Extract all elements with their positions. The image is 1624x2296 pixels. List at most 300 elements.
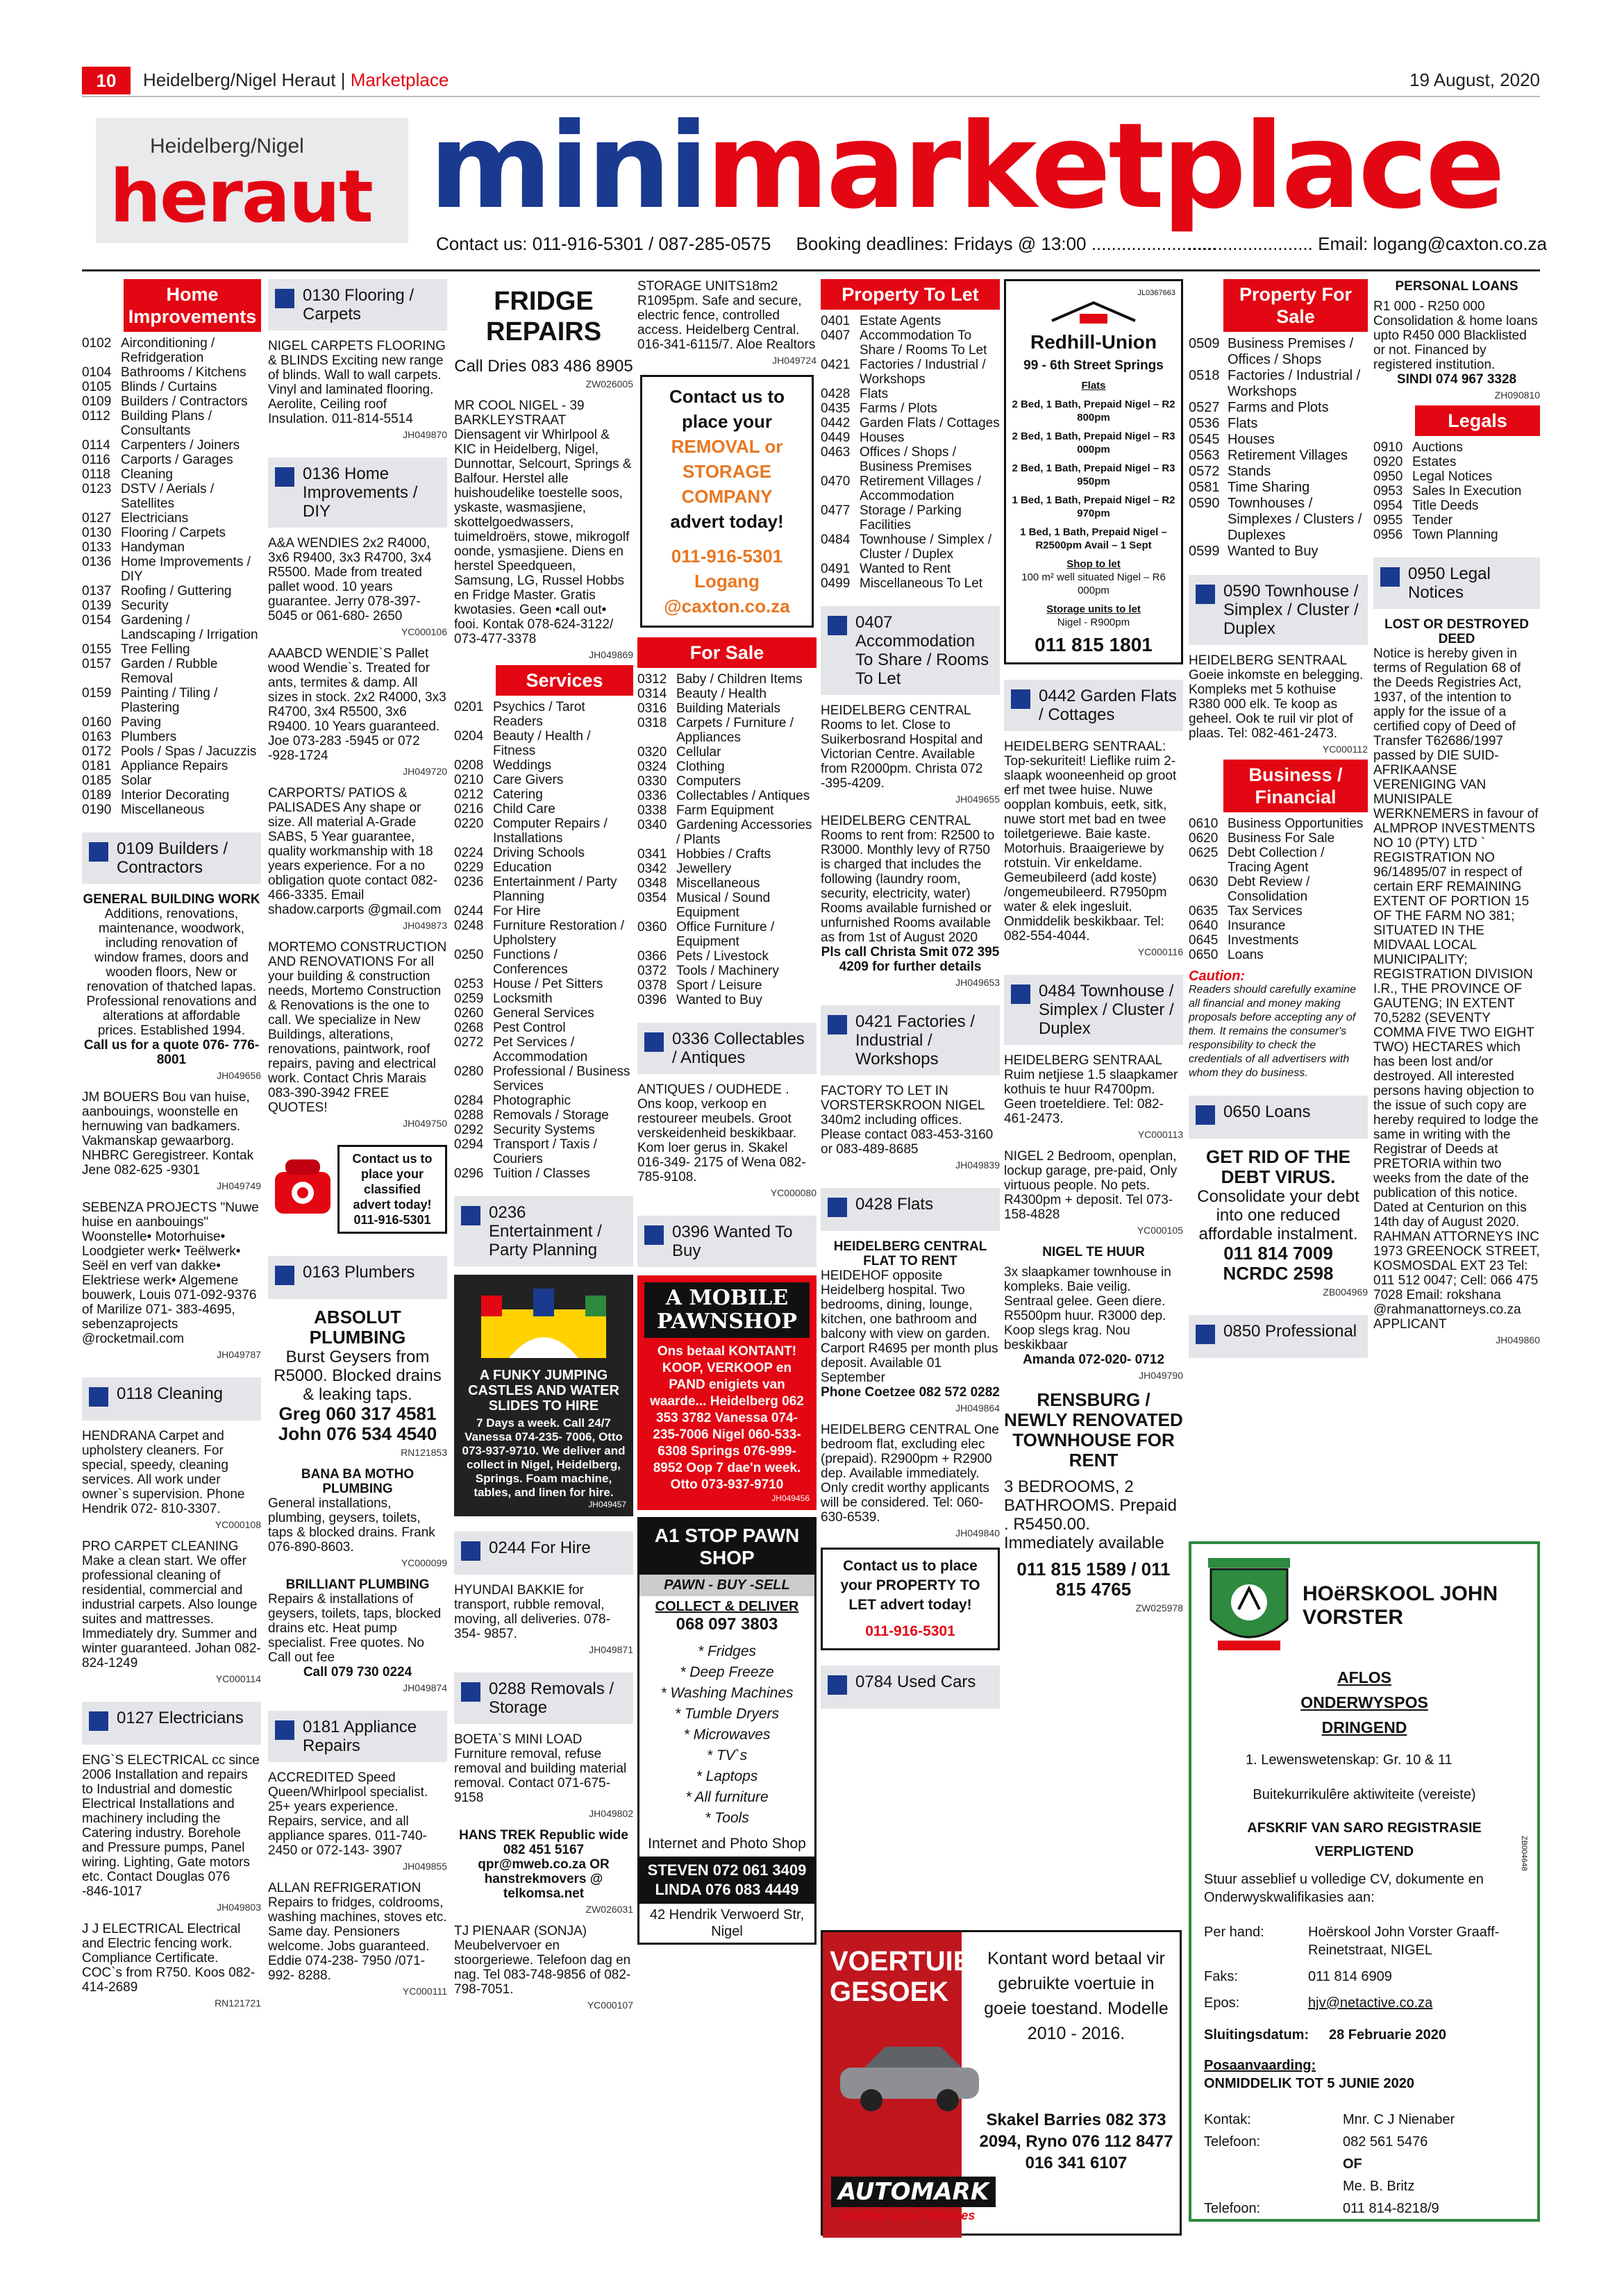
category-code: 0224 — [454, 846, 484, 860]
category-code: 0625 — [1189, 846, 1219, 860]
ad-body: HEIDELBERG SENTRAAL: Top-sekuriteit! Lieflike ruim 2-slaapk wooneenheid op groot erf met twee huise. Nuwe oopplan kombuis, eetk, sitk, nuwe stort met bad en twee toiletgeriewe. Baie kaste. Motorhuis. Braaigeriewe by rotstuin. Vir enkeldame. Gemeubileerd (add koste) /ongemeubileerd. R7950pm water & elek ingesluit. Onmiddelik beskikbaar. Tel: 082-554-4044. — [1004, 739, 1177, 944]
category-marker-icon — [828, 1198, 847, 1217]
category-name: Airconditioning / Refridgeration — [121, 336, 215, 365]
a1-item: * Tumble Dryers — [674, 1706, 780, 1722]
category-code: 0157 — [82, 657, 112, 671]
ad-carports — [268, 786, 447, 933]
value-closing: 28 Februarie 2020 — [1329, 2027, 1446, 2043]
ad-body: HEIDELBERG SENTRAAL Goeie inkomste en belegging. Kompleks met 5 kothuise R380 000 elk. Te koop as geheel. Ook te ruil vir plot of plaas. Tel: 082-461-2473. — [1189, 653, 1364, 741]
ad-body: Nigel - R900pm — [1057, 617, 1130, 628]
ad-ref: JH049457 — [588, 1500, 626, 1509]
title-marketplace: marketplace — [705, 98, 1503, 235]
ad-heidehof — [821, 1239, 1000, 1416]
category-list-item — [454, 1108, 633, 1123]
school-heading-2: ONDERWYSPOS — [1300, 1693, 1428, 1711]
category-list-item — [454, 700, 633, 729]
category-name: Carpets / Furniture / Appliances — [676, 716, 794, 745]
label-phone: Telefoon: — [1204, 2134, 1261, 2150]
category-code: 0116 — [82, 453, 110, 467]
category-name: Retirement Villages / Accommodation — [860, 474, 981, 503]
category-name: General Services — [493, 1006, 594, 1021]
value-phone: 082 561 5476 — [1343, 2134, 1428, 2150]
category-name: Pools / Spas / Jacuzzis — [121, 744, 257, 759]
category-name: Farm Equipment — [676, 803, 774, 818]
category-list-item — [82, 365, 261, 380]
category-name: Paving — [121, 715, 162, 730]
ad-heading: RENSBURG / NEWLY RENOVATED TOWNHOUSE FOR RENT — [1004, 1389, 1183, 1470]
school-name: HOëRSKOOL JOHN VORSTER — [1303, 1582, 1498, 1629]
category-list-item — [82, 467, 261, 482]
category-code: 0955 — [1373, 513, 1403, 528]
masthead-contact-line — [436, 233, 1547, 255]
ad-accredited — [268, 1770, 447, 1874]
category-code: 0154 — [82, 613, 112, 628]
category-name: Carpenters / Joiners — [121, 438, 240, 453]
category-code: 0260 — [454, 1006, 484, 1021]
category-list-item — [454, 1064, 633, 1093]
category-name: Security — [121, 598, 169, 613]
column-6 — [1004, 279, 1183, 1618]
contact-linda: LINDA 076 083 4449 — [655, 1881, 799, 1898]
category-name: Home Improvements / DIY — [121, 555, 251, 584]
school-or: OF — [1343, 2156, 1362, 2172]
ad-body: Burst Geysers from R5000. Blocked drains & leaking taps. — [274, 1348, 442, 1404]
ad-heading: FRIDGE REPAIRS — [485, 287, 602, 346]
promo-phone: 011-916-5301 — [865, 1623, 955, 1639]
category-0784 — [821, 1666, 1000, 1709]
ad-storage-units — [637, 279, 817, 368]
category-list-item — [637, 745, 817, 760]
label-hand: Per hand: — [1204, 1925, 1264, 1940]
category-list-item — [454, 860, 633, 875]
ad-nigel-carpets — [268, 339, 447, 442]
category-0136 — [268, 458, 447, 528]
category-list-item — [454, 802, 633, 816]
category-0590 — [1189, 575, 1368, 645]
category-0396 — [637, 1216, 817, 1267]
ad-ref: JH049869 — [589, 649, 633, 660]
ad-ref: JH049873 — [403, 920, 447, 931]
category-marker-icon — [275, 289, 294, 308]
category-label: 0484 Townhouse / Simplex / Cluster / Duplex — [1039, 982, 1174, 1038]
category-name: Estates — [1412, 455, 1457, 469]
ad-heading: HEIDELBERG CENTRAL FLAT TO RENT — [833, 1239, 987, 1268]
legals-header: Legals — [1415, 405, 1540, 436]
ad-address: 42 Hendrik Verwoerd Str, Nigel — [649, 1907, 805, 1939]
category-label: 0130 Flooring / Carpets — [303, 286, 415, 324]
category-code: 0330 — [637, 774, 667, 789]
column-1 — [82, 279, 261, 2013]
category-list-item — [637, 949, 817, 964]
ad-tj-pienaar — [454, 1924, 633, 2013]
category-marker-icon — [828, 1675, 847, 1695]
category-list-item — [82, 526, 261, 540]
category-list-item — [821, 562, 1000, 576]
category-name: Entertainment / Party Planning — [493, 875, 617, 904]
ad-phone: 011 815 1801 — [1035, 634, 1153, 655]
category-name: Solar — [121, 773, 152, 788]
category-code: 0477 — [821, 503, 851, 518]
category-code: 0320 — [637, 745, 667, 760]
ad-body: HENDRANA Carpet and upholstery cleaners. For special, speedy, cleaning services. All work under owner`s supervision. Phone Hendrik 072- 810-3307. — [82, 1429, 245, 1516]
category-list-item — [637, 803, 817, 818]
ad-ref: YC000108 — [215, 1519, 261, 1530]
category-label: 0236 Entertainment / Party Planning — [489, 1203, 602, 1259]
ad-ref: RN121721 — [215, 1997, 261, 2009]
category-list-item — [454, 816, 633, 846]
category-code: 0248 — [454, 919, 484, 933]
category-list-item — [82, 540, 261, 555]
category-list-item — [82, 482, 261, 511]
category-list-item — [82, 453, 261, 467]
category-list-item — [1373, 455, 1540, 469]
category-list-item — [82, 686, 261, 715]
ad-body: J J ELECTRICAL Electrical and Electric fencing work. Compliance Certificate. COC`s from R750. Koos 082- 414-2689 — [82, 1922, 256, 1995]
phone-icon — [268, 1151, 337, 1227]
category-code: 0316 — [637, 701, 667, 716]
ad-voertuie-gesoek — [821, 1930, 1182, 2236]
ad-ref: ZB004969 — [1323, 1287, 1368, 1298]
category-name: Professional / Business Services — [493, 1064, 630, 1093]
ad-ref: JH049655 — [955, 794, 1000, 805]
category-name: Carports / Garages — [121, 453, 233, 467]
category-code: 0172 — [82, 744, 112, 759]
category-list-item — [454, 773, 633, 787]
category-name: Transport / Taxis / Couriers — [493, 1137, 597, 1166]
ad-body: FACTORY TO LET IN VORSTERSKROON NIGEL 340m2 including offices. Please contact 083-453-3160 or 083-489-8685 — [821, 1084, 994, 1157]
category-list-item — [821, 358, 1000, 387]
ad-section-heading: Storage units to let — [1046, 603, 1141, 615]
category-name: Factories / Industrial / Workshops — [1228, 368, 1361, 399]
ad-footer: Internet and Photo Shop — [648, 1836, 806, 1852]
ad-heading: VOERTUIE GESOEK — [830, 1946, 972, 2007]
category-list-item — [1189, 948, 1368, 962]
category-list-item — [637, 847, 817, 862]
value-hand: Hoërskool John Vorster Graaff-Reinetstraat, NIGEL — [1308, 1925, 1500, 1958]
category-list-item — [82, 642, 261, 657]
category-marker-icon — [275, 1266, 294, 1285]
ad-ref: JH049656 — [217, 1070, 261, 1081]
ad-ref: RN121853 — [401, 1447, 447, 1458]
category-list-item — [637, 876, 817, 891]
category-0130 — [268, 279, 447, 330]
publication-line: Heidelberg/Nigel Heraut | Marketplace — [143, 69, 449, 90]
category-0650 — [1189, 1096, 1368, 1139]
category-name: Townhouses / Simplexes / Clusters / Duplexes — [1228, 496, 1362, 543]
category-list-item — [1189, 480, 1368, 496]
category-name: Musical / Sound Equipment — [676, 891, 771, 920]
category-name: Interior Decorating — [121, 788, 230, 803]
category-code: 0354 — [637, 891, 667, 905]
category-label: 0650 Loans — [1223, 1103, 1311, 1121]
category-name: Town Planning — [1412, 528, 1498, 542]
value-epos[interactable]: hjv@netactive.co.za — [1308, 1995, 1433, 2011]
category-name: Factories / Industrial / Workshops — [860, 358, 986, 387]
ad-body: SEBENZA PROJECTS "Nuwe huise en aanbouings" Woonstelle• Motorhuise• Loodgieter werk• Teëlwerk• Seël en verf van dakke• Elektriese werk• Algemene bouwerk, Louis 071-092-9376 of Marilize 071- 383-4695, sebenzaprojects @rocketmail.com — [82, 1200, 259, 1346]
school-heading-1: AFLOS — [1337, 1668, 1391, 1686]
category-list-item — [637, 789, 817, 803]
category-label: 0127 Electricians — [117, 1709, 244, 1727]
category-name: Pest Control — [493, 1021, 566, 1035]
category-name: Computer Repairs / Installations — [493, 816, 608, 846]
ad-a1-stop-pawn — [637, 1517, 817, 1945]
category-code: 0610 — [1189, 816, 1219, 831]
ad-nigel-te-huur — [1004, 1245, 1183, 1383]
ad-phone: SINDI 074 967 3328 — [1396, 372, 1517, 387]
category-code: 0296 — [454, 1166, 484, 1181]
category-list-item — [1189, 544, 1368, 560]
ad-ref: YC000099 — [401, 1557, 447, 1568]
ad-body: Consolidate your debt into one reduced affordable instalment. — [1197, 1187, 1359, 1243]
ad-brilliant-plumbing — [268, 1577, 447, 1695]
label-closing: Sluitingsdatum: — [1204, 2027, 1309, 2043]
ad-ref: YC000112 — [1322, 744, 1368, 755]
category-0181 — [268, 1711, 447, 1762]
a1-item: * Washing Machines — [660, 1685, 794, 1701]
services-list — [454, 700, 633, 1181]
category-name: Flooring / Carpets — [121, 526, 226, 540]
ad-hoerskool-john-vorster — [1189, 1541, 1540, 2222]
category-name: Catering — [493, 787, 543, 802]
category-name: Business Opportunities — [1228, 816, 1364, 831]
category-0127 — [82, 1702, 261, 1745]
ad-body: HEIDELBERG SENTRAAL Ruim netjiese 1.5 slaapkamer kothuis te huur R4700pm. Geen troeteldiere. Tel: 082-461-2473. — [1004, 1053, 1178, 1126]
ad-ref: JL0367663 — [1137, 289, 1175, 297]
ad-hs-cottage — [1004, 739, 1183, 960]
category-name: Sales In Execution — [1412, 484, 1522, 498]
category-list-item — [637, 978, 817, 993]
ad-hc-one-bed — [821, 1423, 1000, 1541]
promo-line: Contact us to place your — [669, 386, 785, 432]
value-contact: Mnr. C J Nienaber — [1343, 2112, 1455, 2127]
category-code: 0139 — [82, 598, 112, 613]
category-list-item — [82, 336, 261, 365]
storage-promo-box — [640, 375, 814, 628]
category-code: 0253 — [454, 977, 484, 991]
category-list-item — [82, 555, 261, 584]
category-code: 0341 — [637, 847, 667, 862]
category-list-item — [454, 787, 633, 802]
category-list-item — [454, 729, 633, 758]
ad-body: Additions, renovations, maintenance, woodwork, including renovation of window frames, doors and wooden floors, New or renovation of thatched lapas. Professional renovations and alterations at affordable prices. Established 1994. — [86, 907, 257, 1038]
category-list-item — [821, 533, 1000, 562]
category-list-item — [454, 948, 633, 977]
column-4 — [637, 279, 817, 1952]
category-name: Building Plans / Consultants — [121, 409, 212, 438]
category-name: DSTV / Aerials / Satellites — [121, 482, 215, 511]
category-list-item — [1189, 933, 1368, 948]
ad-heading: A1 STOP PAWN SHOP — [639, 1519, 814, 1575]
category-list-item — [821, 416, 1000, 430]
category-list-item — [821, 387, 1000, 401]
category-list-item — [1189, 816, 1368, 831]
ad-section-heading: Shop to let — [1066, 558, 1121, 570]
ad-hs-townhouse — [1004, 1053, 1183, 1142]
category-code: 0590 — [1189, 496, 1220, 511]
category-marker-icon — [644, 1032, 664, 1052]
category-label: 0784 Used Cars — [855, 1673, 976, 1691]
for-sale-list — [637, 672, 817, 1007]
masthead — [82, 98, 1547, 264]
ad-body: Call Dries 083 486 8905 — [454, 357, 633, 376]
category-name: Miscellaneous — [121, 803, 205, 817]
automark-logo: AUTOMARK — [831, 2177, 996, 2207]
ad-ref: ZW026031 — [585, 1904, 633, 1915]
category-code: 0449 — [821, 430, 851, 445]
ad-lost-deed — [1373, 617, 1540, 1348]
category-code: 0185 — [82, 773, 112, 788]
ad-phone: Phone Coetzee 082 572 0282 — [821, 1385, 1000, 1400]
category-list-item — [454, 1035, 633, 1064]
category-list-item — [454, 1021, 633, 1035]
ad-phone: 011 815 1589 / 011 815 4765 — [1016, 1559, 1171, 1600]
promo-highlight: REMOVAL or STORAGE COMPANY — [671, 436, 783, 507]
category-code: 0366 — [637, 949, 667, 964]
category-name: Investments — [1228, 933, 1299, 948]
category-code: 0950 — [1373, 469, 1403, 484]
ad-body: ANTIQUES / OUDHEDE . Ons koop, verkoop en restoureer meubels. Groot verskeidenheid beskikbaar. Kom loer gerus in. Skakel 016-349- 2175 of Wena 082- 785-9108. — [637, 1082, 806, 1184]
category-name: Title Deeds — [1412, 498, 1479, 513]
category-list-item — [82, 438, 261, 453]
category-code: 0920 — [1373, 455, 1403, 469]
property-for-sale-list — [1189, 336, 1368, 560]
category-code: 0284 — [454, 1093, 484, 1108]
category-list-item — [82, 394, 261, 409]
title-mini: mini — [429, 98, 706, 235]
category-list-item — [637, 920, 817, 949]
a1-item-list — [639, 1634, 814, 1836]
category-label: 0421 Factories / Industrial / Workshops — [855, 1012, 976, 1069]
category-code: 0396 — [637, 993, 667, 1007]
category-code: 0244 — [454, 904, 484, 919]
category-marker-icon — [1380, 567, 1400, 587]
category-list-item — [637, 993, 817, 1007]
category-code: 0463 — [821, 445, 851, 460]
category-code: 0312 — [637, 672, 667, 687]
category-name: Child Care — [493, 802, 555, 816]
ad-phone-john: John 076 534 4540 — [278, 1423, 437, 1444]
category-code: 0288 — [454, 1108, 484, 1123]
label-phone-2: Telefoon: — [1204, 2201, 1261, 2216]
ad-mortemo — [268, 940, 447, 1131]
category-name: Care Givers — [493, 773, 564, 787]
category-name: Baby / Children Items — [676, 672, 803, 687]
services-header: Services — [496, 665, 633, 696]
category-code: 0378 — [637, 978, 667, 993]
category-name: Miscellaneous To Let — [860, 576, 983, 591]
ad-body: BOETA`S MINI LOAD Furniture removal, refuse removal and building material removal. Contact 071-675-9158 — [454, 1732, 627, 1805]
category-name: Security Systems — [493, 1123, 595, 1137]
category-marker-icon — [461, 1206, 480, 1225]
category-list-item — [1189, 464, 1368, 480]
category-name: Flats — [1228, 416, 1258, 431]
category-name: Pets / Livestock — [676, 949, 769, 964]
label-fax: Faks: — [1204, 1969, 1238, 1984]
category-code: 0259 — [454, 991, 484, 1006]
ad-ref: JH049871 — [589, 1644, 633, 1655]
ad-ref: ZW026005 — [585, 378, 633, 389]
category-code: 0342 — [637, 862, 667, 876]
ad-ref: JH049720 — [403, 766, 447, 777]
category-label: 0109 Builders / Contractors — [117, 839, 228, 877]
category-code: 0620 — [1189, 831, 1219, 846]
ad-body: ALLAN REFRIGERATION Repairs to fridges, coldrooms, washing machines, stoves etc. Same day. Pensioners welcome. Jobs guaranteed. Eddie 074-238- 7950 /071-992- 8288. — [268, 1881, 447, 1983]
jumping-castle-icon — [461, 1282, 626, 1365]
category-code: 0338 — [637, 803, 667, 818]
category-code: 0201 — [454, 700, 484, 714]
ad-contact: Skakel Barries 082 373 2094, Ryno 076 112 8477 016 341 6107 — [979, 2111, 1173, 2172]
redhill-unit-list — [1012, 398, 1175, 552]
category-code: 0645 — [1189, 933, 1219, 948]
category-marker-icon — [275, 1720, 294, 1740]
contact-classified-promo — [268, 1138, 447, 1241]
ad-heading: PERSONAL LOANS — [1395, 279, 1518, 294]
ad-body: HEIDELBERG CENTRAL Rooms to let. Close to Suikerbosrand Hospital and Victorian Centre. Available from R2000pm. Christa 072 -395-4209. — [821, 703, 983, 791]
ad-body: 3 BEDROOMS, 2 BATHROOMS. Prepaid . R5450.00. Immediately available — [1004, 1477, 1177, 1552]
category-list-item — [82, 744, 261, 759]
ad-mobile-pawnshop — [637, 1275, 817, 1510]
category-code: 0324 — [637, 760, 667, 774]
ad-rensburg — [1004, 1390, 1183, 1616]
school-cv: Stuur asseblief u volledige CV, dokumente en Onderwyskwalifikasies aan: — [1204, 1872, 1484, 1905]
ad-hc-rooms-2 — [821, 814, 1000, 990]
category-name: Farms / Plots — [860, 401, 937, 416]
ad-body: HEIDEHOF opposite Heidelberg hospital. Two bedrooms, dining, lounge, kitchen, one bathroom and balcony with view on garden. Carport R4695 per month plus deposit. Available 01 September — [821, 1268, 998, 1385]
category-code: 0401 — [821, 314, 851, 328]
school-crest-icon — [1204, 1554, 1294, 1658]
category-code: 0294 — [454, 1137, 484, 1152]
category-marker-icon — [461, 1541, 480, 1561]
ad-call: Call 079 730 0224 — [303, 1665, 412, 1679]
automark-tagline: Certified Used Vehicles — [837, 2209, 976, 2222]
ad-body: HYUNDAI BAKKIE for transport, rubble removal, moving, all deliveries. 078-354- 9857. — [454, 1583, 610, 1641]
category-code: 0163 — [82, 730, 112, 744]
category-code: 0336 — [637, 789, 667, 803]
category-name: Time Sharing — [1228, 480, 1310, 495]
ad-ref: JH049840 — [955, 1527, 1000, 1539]
category-0118 — [82, 1377, 261, 1421]
category-code: 0599 — [1189, 544, 1220, 559]
category-name: Beauty / Health — [676, 687, 767, 701]
category-list-item — [82, 730, 261, 744]
category-name: Blinds / Curtains — [121, 380, 217, 394]
category-name: Business Premises / Offices / Shops — [1228, 336, 1354, 367]
category-marker-icon — [89, 842, 108, 862]
category-marker-icon — [644, 1225, 664, 1245]
ad-eng-electrical — [82, 1753, 261, 1915]
category-name: Auctions — [1412, 440, 1463, 455]
ad-body: MORTEMO CONSTRUCTION AND RENOVATIONS For all your building & construction needs, Mortemo Construction & Renovations is the one to call. We specialize in New Buildings, alterations, renovations, paintwork, roof repairs, paving and electrical work. Contact Chris Marais 083-390-3942 FREE QUOTES! — [268, 940, 447, 1115]
category-list-item — [1189, 846, 1368, 875]
category-marker-icon — [89, 1711, 108, 1731]
category-list-item — [637, 716, 817, 745]
redhill-unit: 1 Bed, 1 Bath, Prepaid Nigel – R2 970pm — [1012, 494, 1175, 519]
category-name: Handyman — [121, 540, 185, 555]
category-code: 0210 — [454, 773, 484, 787]
category-name: Jewellery — [676, 862, 732, 876]
category-list-item — [82, 380, 261, 394]
category-name: Legal Notices — [1412, 469, 1493, 484]
category-list-item — [82, 657, 261, 686]
category-list-item — [1189, 919, 1368, 933]
ad-ref: YC000114 — [215, 1673, 261, 1684]
redhill-unit: 1 Bed, 1 Bath, Prepaid Nigel – R2500pm Avail – 1 Sept — [1020, 526, 1167, 551]
category-list-item — [82, 511, 261, 526]
a1-item: * Tools — [705, 1810, 749, 1826]
column-7 — [1189, 279, 1368, 1366]
category-label: 0181 Appliance Repairs — [303, 1718, 417, 1755]
ad-heading: GET RID OF THE DEBT VIRUS. — [1206, 1146, 1350, 1187]
